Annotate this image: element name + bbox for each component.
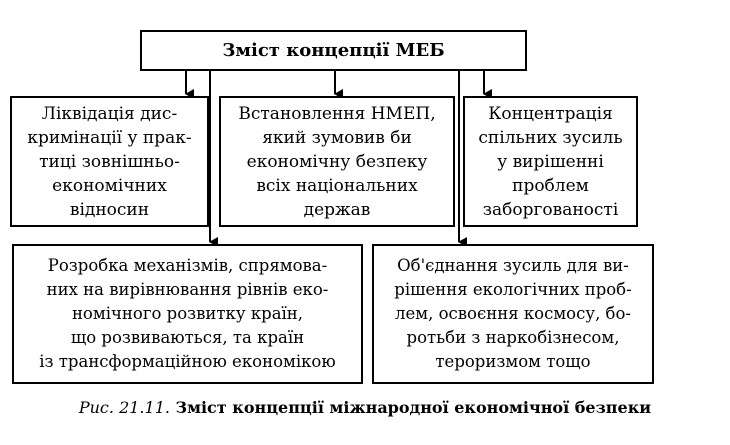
box-debt [463, 96, 638, 227]
figure-caption [0, 398, 730, 417]
box-discrimination-text: Ліквідація дис- кримінації у прак- тиці зовнішньо- економічних відносин [27, 103, 192, 220]
concept-title-box [140, 30, 527, 71]
box-nmep [219, 96, 455, 227]
box-nmep-text: Встановлення НМЕП, який зумовив би економічну безпеку всіх національних держав [238, 103, 436, 220]
box-mechanisms [12, 244, 363, 384]
box-joint-efforts-text: Об'єднання зусиль для ви- рішення екологічних проб- лем, освоєння космосу, бо- ротьби з наркобізнесом, тероризмом тощо [394, 256, 632, 371]
figure-label: Рис. 21.11. [78, 398, 170, 417]
box-debt-text: Концентрація спільних зусиль у вирішенні проблем заборгованості [478, 103, 623, 220]
box-joint-efforts [372, 244, 654, 384]
box-mechanisms-text: Розробка механізмів, спрямова- них на вирівнювання рівнів еко- номічного розвитку країн, що розвиваються, та країн із трансформаційною економікою [39, 256, 336, 371]
box-discrimination [10, 96, 209, 227]
concept-title: Зміст концепції МЕБ [222, 39, 445, 61]
figure-caption-text: Зміст концепції міжнародної економічної безпеки [175, 398, 652, 417]
